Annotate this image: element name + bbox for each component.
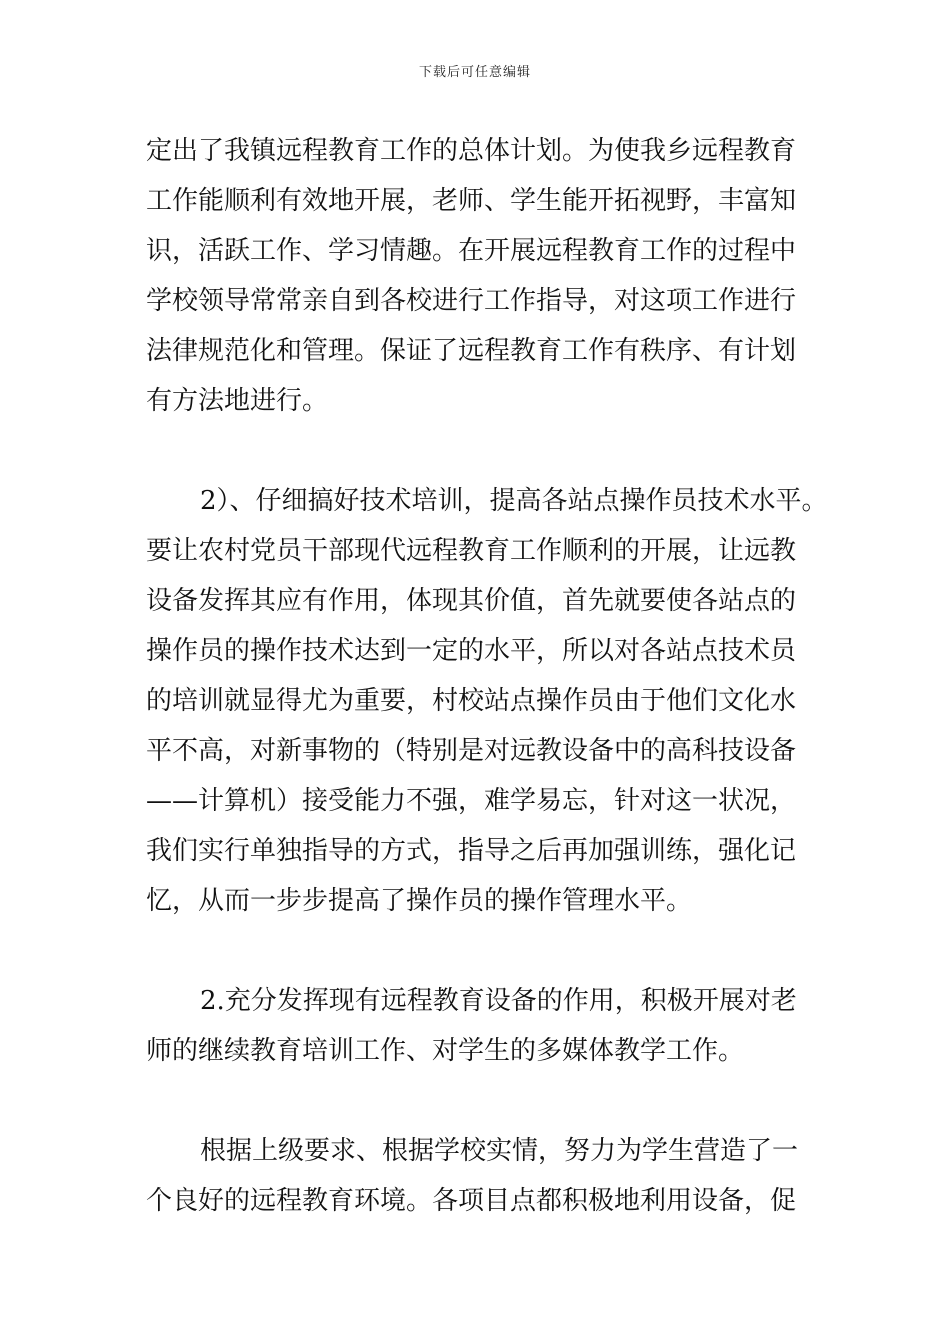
paragraph-spacer: [146, 426, 826, 476]
text-line: 根据上级要求、根据学校实情，努力为学生营造了一: [200, 1136, 799, 1166]
text-line: 师的继续教育培训工作、对学生的多媒体教学工作。: [146, 1036, 745, 1066]
text-line: 2.充分发挥现有远程教育设备的作用，积极开展对老: [200, 986, 797, 1016]
text-line: 识，活跃工作、学习情趣。在开展远程教育工作的过程中: [146, 236, 797, 266]
text-line: 学校领导常常亲自到各校进行工作指导，对这项工作进行: [146, 286, 797, 316]
text-line: 有方法地进行。: [146, 386, 329, 416]
paragraph-spacer: [146, 926, 826, 976]
text-line: 设备发挥其应有作用，体现其价值，首先就要使各站点的: [146, 586, 797, 616]
paragraph-equipment-use: [146, 976, 826, 1076]
text-line: 个良好的远程教育环境。各项目点都积极地利用设备，促: [146, 1186, 797, 1216]
text-line: ——计算机）接受能力不强，难学易忘，针对这一状况，: [146, 786, 797, 816]
page-header: 下载后可任意编辑: [418, 65, 531, 80]
text-line: 定出了我镇远程教育工作的总体计划。为使我乡远程教育: [146, 136, 797, 166]
paragraph-environment: [146, 1126, 826, 1226]
text-line: 忆，从而一步步提高了操作员的操作管理水平。: [146, 886, 693, 916]
text-line: 要让农村党员干部现代远程教育工作顺利的开展，让远教: [146, 536, 797, 566]
paragraph-training: [146, 476, 826, 926]
document-body: [146, 126, 826, 1226]
text-line: 的培训就显得尤为重要，村校站点操作员由于他们文化水: [146, 686, 797, 716]
paragraph-plan: [146, 126, 826, 426]
text-line: 我们实行单独指导的方式，指导之后再加强训练，强化记: [146, 836, 797, 866]
text-line: 平不高，对新事物的（特别是对远教设备中的高科技设备: [146, 736, 797, 766]
text-line: 操作员的操作技术达到一定的水平，所以对各站点技术员: [146, 636, 797, 666]
text-line: 工作能顺利有效地开展，老师、学生能开拓视野，丰富知: [146, 186, 797, 216]
text-line: 2）、仔细搞好技术培训，提高各站点操作员技术水平。: [200, 486, 828, 516]
text-line: 法律规范化和管理。保证了远程教育工作有秩序、有计划: [146, 336, 797, 366]
paragraph-spacer: [146, 1076, 826, 1126]
